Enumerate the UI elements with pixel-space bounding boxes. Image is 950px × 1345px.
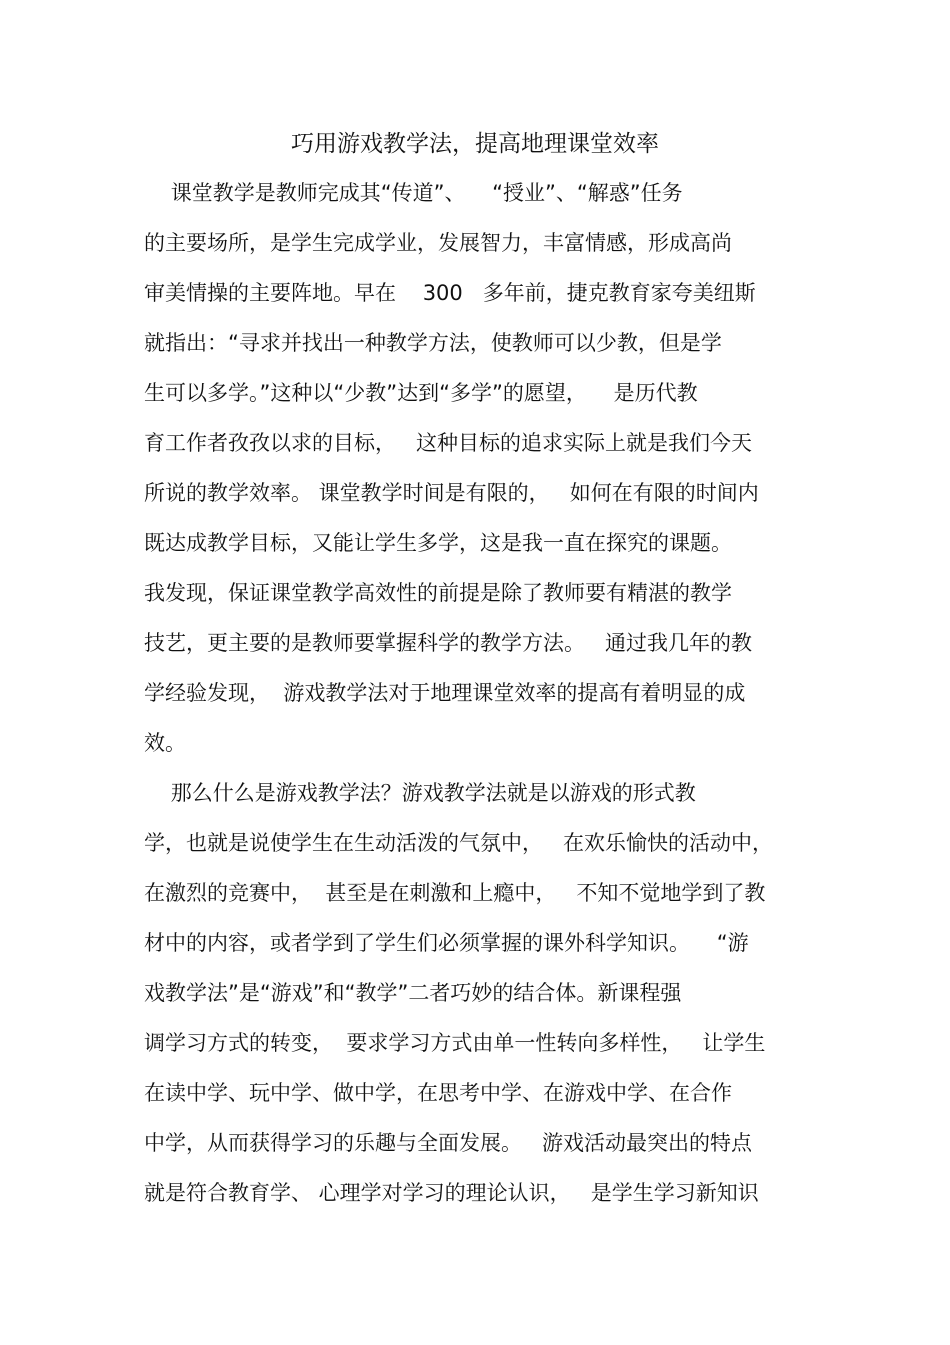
paragraph-line-7: 所说的教学效率。 课堂教学时间是有限的， 如何在有限的时间内: [144, 481, 759, 505]
paragraph-line-5: 生可以多学。”这种以“少教”达到“多学”的愿望， 是历代教: [144, 381, 698, 405]
paragraph-line-10: 技艺，更主要的是教师要掌握科学的教学方法。 通过我几年的教: [144, 631, 753, 655]
paragraph-line-2: 的主要场所，是学生完成学业，发展智力，丰富情感，形成高尚: [144, 231, 732, 255]
paragraph-line-1: 课堂教学是教师完成其“传道”、 “授业”、“解惑”任务: [144, 181, 683, 205]
paragraph-line-13: 那么什么是游戏教学法？游戏教学法就是以游戏的形式教: [144, 781, 696, 805]
paragraph-line-4: 就指出：“寻求并找出一种教学方法，使教师可以少教，但是学: [144, 331, 722, 355]
paragraph-line-3: 审美情操的主要阵地。早在 300 多年前，捷克教育家夸美纽斯: [144, 281, 756, 305]
paragraph-line-19: 在读中学、玩中学、做中学，在思考中学、在游戏中学、在合作: [144, 1081, 732, 1105]
paragraph-line-12: 效。: [144, 731, 186, 755]
paragraph-line-20: 中学，从而获得学习的乐趣与全面发展。 游戏活动最突出的特点: [144, 1131, 753, 1155]
paragraph-line-21: 就是符合教育学、 心理学对学习的理论认识， 是学生学习新知识: [144, 1181, 759, 1205]
paragraph-line-9: 我发现，保证课堂教学高效性的前提是除了教师要有精湛的教学: [144, 581, 732, 605]
paragraph-line-14: 学，也就是说使学生在生动活泼的气氛中， 在欢乐愉快的活动中，: [144, 831, 774, 855]
paragraph-line-15: 在激烈的竞赛中， 甚至是在刺激和上瘾中， 不知不觉地学到了教: [144, 881, 766, 905]
paragraph-line-17: 戏教学法”是“游戏”和“教学”二者巧妙的结合体。新课程强: [144, 981, 682, 1005]
paragraph-line-6: 育工作者孜孜以求的目标， 这种目标的追求实际上就是我们今天: [144, 431, 753, 455]
document-title: 巧用游戏教学法，提高地理课堂效率: [291, 131, 659, 157]
paragraph-line-8: 既达成教学目标，又能让学生多学，这是我一直在探究的课题。: [144, 531, 732, 555]
paragraph-line-18: 调学习方式的转变， 要求学习方式由单一性转向多样性， 让学生: [144, 1031, 766, 1055]
paragraph-line-11: 学经验发现， 游戏教学法对于地理课堂效率的提高有着明显的成: [144, 681, 746, 705]
paragraph-line-16: 材中的内容，或者学到了学生们必须掌握的课外科学知识。 “游: [144, 931, 749, 955]
